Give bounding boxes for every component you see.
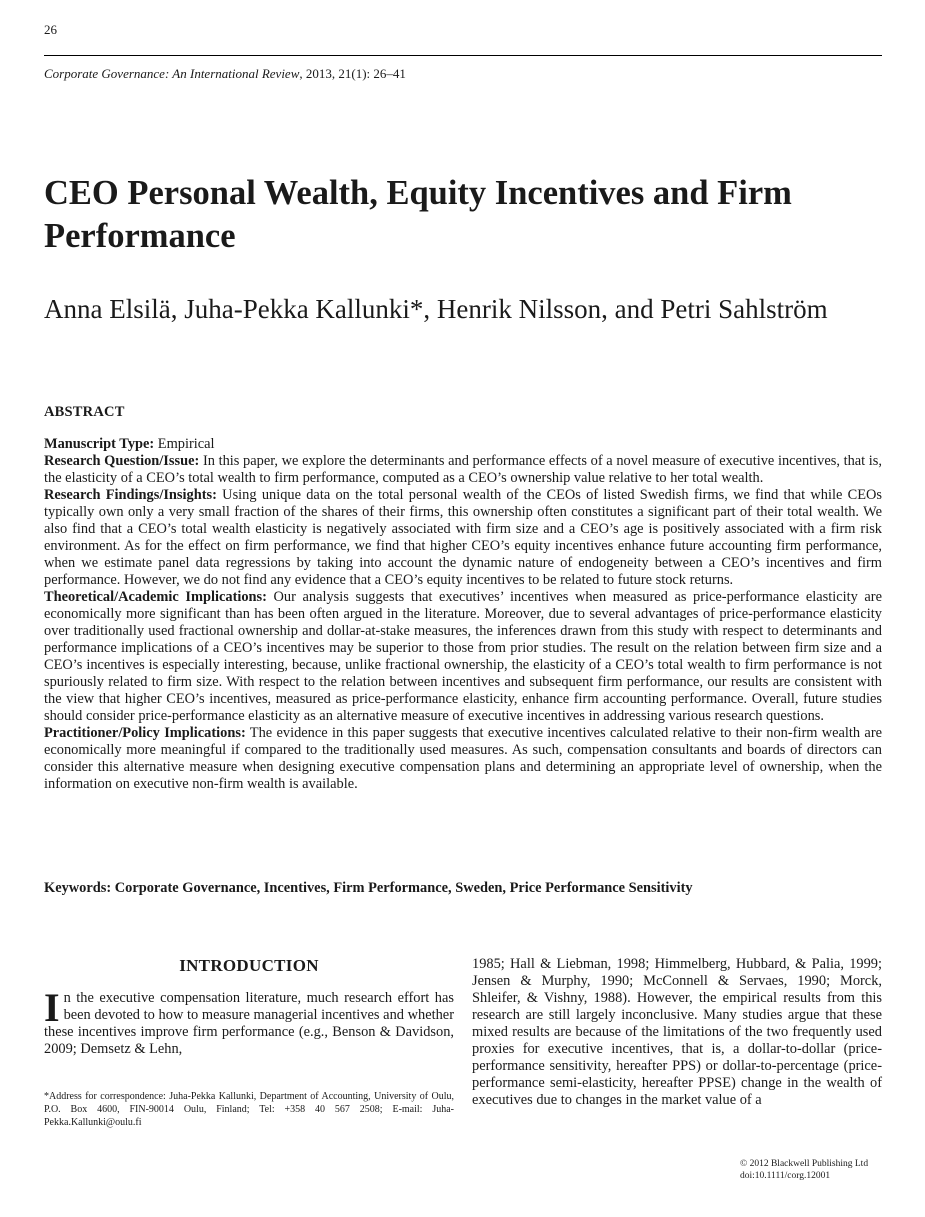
section-label: Manuscript Type: xyxy=(44,436,155,452)
section-text: Using unique data on the total personal wealth of the CEOs of listed Swedish firms, we find that while CEOs typically own only a very small fraction of the shares of their firms, this ownership often constitutes a significant part of their total wealth. We also find that a CEO’s total wealth elasticity is negatively associated with firm size and a CEO’s age is positively associated with a firm risk environment. As for the effect on firm performance, we find that higher CEO’s equity incentives enhance future accounting firm performance, when we estimate panel data regressions by taking into account the dynamic nature of endogeneity between a CEO’s incentives and firm performance. However, we do not find any evidence that a CEO’s equity incentives to be related to future stock returns. xyxy=(44,487,882,588)
journal-citation xyxy=(44,66,406,82)
copyright-line: © 2012 Blackwell Publishing Ltd xyxy=(740,1159,869,1169)
drop-cap: I xyxy=(44,985,60,1030)
article-title: CEO Personal Wealth, Equity Incentives and Firm Performance xyxy=(44,174,792,255)
introduction-left-column xyxy=(44,985,454,1058)
section-label: Practitioner/Policy Implications: xyxy=(44,725,246,741)
abstract-theoretical-implications xyxy=(44,589,882,725)
introduction-right-column xyxy=(472,956,882,1109)
section-text: Empirical xyxy=(154,436,215,452)
introduction-heading: INTRODUCTION xyxy=(179,956,319,975)
section-text: In this paper, we explore the determinants and performance effects of a novel measure of executive incentives, that is, the elasticity of a CEO’s total wealth to firm performance, computed as a CEO’s ownership value relative to her total wealth. xyxy=(44,453,882,486)
keywords: Keywords: Corporate Governance, Incentives, Firm Performance, Sweden, Price Performance Sensitivity xyxy=(44,880,693,896)
correspondence-footnote: *Address for correspondence: Juha-Pekka Kallunki, Department of Accounting, University of Oulu, P.O. Box 4600, FIN-90014 Oulu, Finland; Tel: +358 40 567 2508; E-mail: Juha-Pekka.Kallunki@oulu.fi xyxy=(44,1091,454,1128)
section-label: Research Findings/Insights: xyxy=(44,487,217,503)
header-rule xyxy=(44,55,882,56)
abstract-research-findings xyxy=(44,487,882,589)
introduction-paragraph xyxy=(44,985,454,1058)
abstract-practitioner-implications xyxy=(44,725,882,793)
doi-line: doi:10.1111/corg.12001 xyxy=(740,1171,831,1181)
abstract-heading: ABSTRACT xyxy=(44,404,125,420)
abstract-manuscript-type xyxy=(44,436,882,453)
article-authors: Anna Elsilä, Juha-Pekka Kallunki*, Henrik Nilsson, and Petri Sahlström xyxy=(44,294,828,324)
abstract-research-question xyxy=(44,453,882,487)
copyright-block xyxy=(740,1158,868,1182)
section-text: The evidence in this paper suggests that executive incentives calculated relative to their non-firm wealth are economically more meaningful if compared to the traditionally used measures. As such, compensation consultants and boards of directors can consider this alternative measure when designing executive compensation plans and determining an appropriate level of ownership, when the information on executive non-firm wealth is available. xyxy=(44,725,882,792)
page-number: 26 xyxy=(44,22,57,37)
section-text: Our analysis suggests that executives’ incentives when measured as price-performance elasticity are economically more significant than has been often argued in the literature. Moreover, due to several advantages of price-performance elasticity over traditionally used fractional ownership and dollar-at-stake measures, the inferences drawn from this study with respect to determinants and performance implications of a CEO’s incentives may be superior to those from prior studies. The result on the relation between firm size and a CEO’s incentives is especially interesting, because, unlike fractional ownership, the elasticity of a CEO’s total wealth to firm performance is not spuriously related to firm size. With respect to the relation between incentives and subsequent firm performance, our results are consistent with the view that higher CEO’s incentives, measured as price-performance elasticity, enhance firm accounting performance. Overall, future studies should consider price-performance elasticity as an alternative measure of executive incentives in addressing various research questions. xyxy=(44,589,882,724)
section-label: Theoretical/Academic Implications: xyxy=(44,589,267,605)
section-label: Research Question/Issue: xyxy=(44,453,200,469)
journal-name: Corporate Governance: An International Review xyxy=(44,66,300,81)
introduction-right-text: 1985; Hall & Liebman, 1998; Himmelberg, Hubbard, & Palia, 1999; Jensen & Murphy, 1990; McConnell & Servaes, 1990; Morck, Shleifer, & Vishny, 1988). However, the empirical results from this research are still largely inconclusive. Many studies argue that these mixed results are because of the limitations of the two frequently used proxies for executive incentives, that is, a dollar-to-dollar (price-performance sensitivity, hereafter PPS) or dollar-to-percentage (price-performance semi-elasticity, hereafter PPSE) change in the wealth of executives due to changes in the market value of a xyxy=(472,956,882,1108)
introduction-left-text: n the executive compensation literature, much research effort has been devoted to how to measure managerial incentives and whether these incentives improve firm performance (e.g., Benson & Davidson, 2009; Demsetz & Lehn, xyxy=(44,990,454,1057)
abstract-body xyxy=(44,436,882,793)
journal-volume: , 2013, 21(1): 26–41 xyxy=(299,66,406,81)
